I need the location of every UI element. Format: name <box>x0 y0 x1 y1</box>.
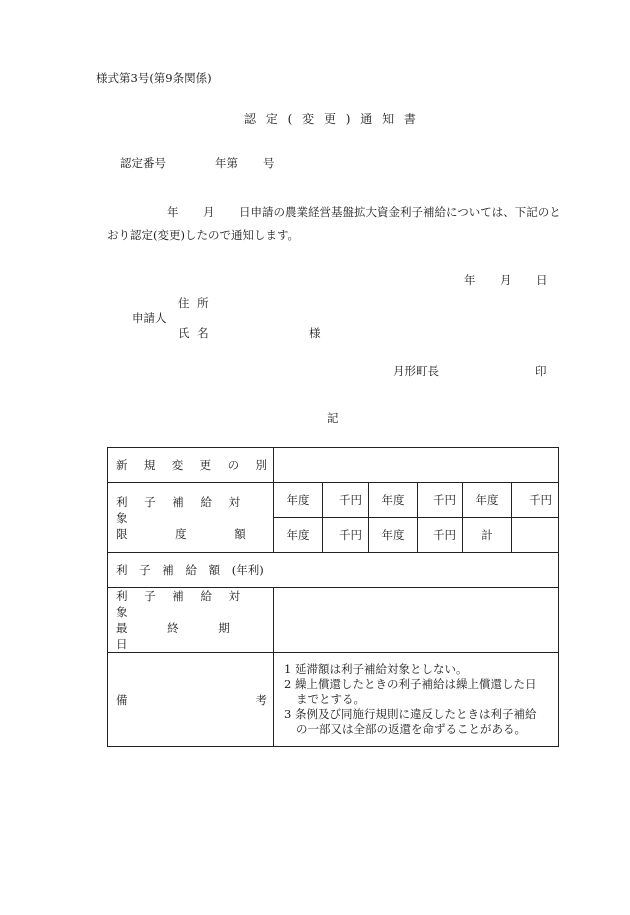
address-label: 住 所 <box>178 296 209 310</box>
body-year: 年 <box>167 205 179 219</box>
amount-4: 千円 <box>323 518 369 553</box>
row-limit-label <box>108 483 274 553</box>
row-subsidy-amount <box>108 553 559 588</box>
row-new-change-label <box>108 448 274 483</box>
ki-heading: 記 <box>327 411 339 425</box>
date-year: 年 <box>464 273 476 287</box>
cert-year: 年第 <box>215 156 238 170</box>
new-change-char-5: 別 <box>255 458 267 472</box>
final-date-label-b: 最 終 期 日 <box>116 621 230 651</box>
form-number: 様式第3号(第9条関係) <box>96 71 212 85</box>
note-3: 3 条例及び同施行規則に違反したときは利子補給 <box>284 707 537 721</box>
honorific: 様 <box>309 326 321 340</box>
body-line2: おり認定(変更)したので通知します。 <box>107 228 300 242</box>
body-month: 月 <box>203 205 215 219</box>
fiscal-year-2: 年度 <box>369 483 418 518</box>
total-value <box>512 518 559 553</box>
new-change-label <box>116 457 267 473</box>
row-remarks-label <box>108 653 274 747</box>
fiscal-year-5: 年度 <box>369 518 418 553</box>
applicant-label: 申請人 <box>132 311 167 325</box>
fiscal-year-3: 年度 <box>463 483 512 518</box>
body-line1: 日申請の農業経営基盤拡大資金利子補給については、下記のと <box>239 205 561 219</box>
cert-number-label: 認定番号 <box>120 156 166 170</box>
name-label: 氏 名 <box>178 326 209 340</box>
details-table <box>107 447 559 747</box>
document-title: 認 定 ( 変 更 ) 通 知 書 <box>244 112 416 126</box>
new-change-char-3: 更 <box>199 458 212 472</box>
remarks-label-a: 備 <box>116 692 128 707</box>
remarks-label-b: 考 <box>255 692 267 707</box>
fiscal-year-4: 年度 <box>274 518 323 553</box>
row-final-date-label <box>108 588 274 653</box>
new-change-value <box>274 448 559 483</box>
note-3-cont: の一部又は全部の返還を命ずることがある。 <box>296 722 526 736</box>
subsidy-amount-label: 利 子 補 給 額 (年利) <box>116 563 264 577</box>
note-2: 2 繰上償還したときの利子補給は繰上償還した日 <box>284 677 537 691</box>
date-day: 日 <box>536 273 548 287</box>
new-change-char-0: 新 <box>116 458 128 472</box>
fiscal-year-1: 年度 <box>274 483 323 518</box>
final-date-value <box>274 588 559 653</box>
date-month: 月 <box>500 273 512 287</box>
amount-1: 千円 <box>323 483 369 518</box>
cert-no: 号 <box>263 156 275 170</box>
amount-5: 千円 <box>418 518 463 553</box>
new-change-char-1: 規 <box>143 458 156 472</box>
new-change-char-2: 変 <box>171 458 184 472</box>
limit-label-a: 利 子 補 給 対 象 <box>116 494 241 525</box>
note-1: 1 延滞額は利子補給対象としない。 <box>284 662 468 676</box>
total-label: 計 <box>463 518 512 553</box>
remarks-label <box>116 692 267 708</box>
remarks-notes <box>274 653 559 747</box>
note-2-cont: までとする。 <box>296 692 365 706</box>
final-date-label-a: 利 子 補 給 対 象 <box>116 589 241 619</box>
amount-2: 千円 <box>418 483 463 518</box>
amount-3: 千円 <box>512 483 559 518</box>
seal-mark: 印 <box>535 364 547 378</box>
limit-label-b: 限 度 額 <box>116 526 246 541</box>
mayor-title: 月形町長 <box>393 364 439 378</box>
new-change-char-4: の <box>227 458 240 472</box>
